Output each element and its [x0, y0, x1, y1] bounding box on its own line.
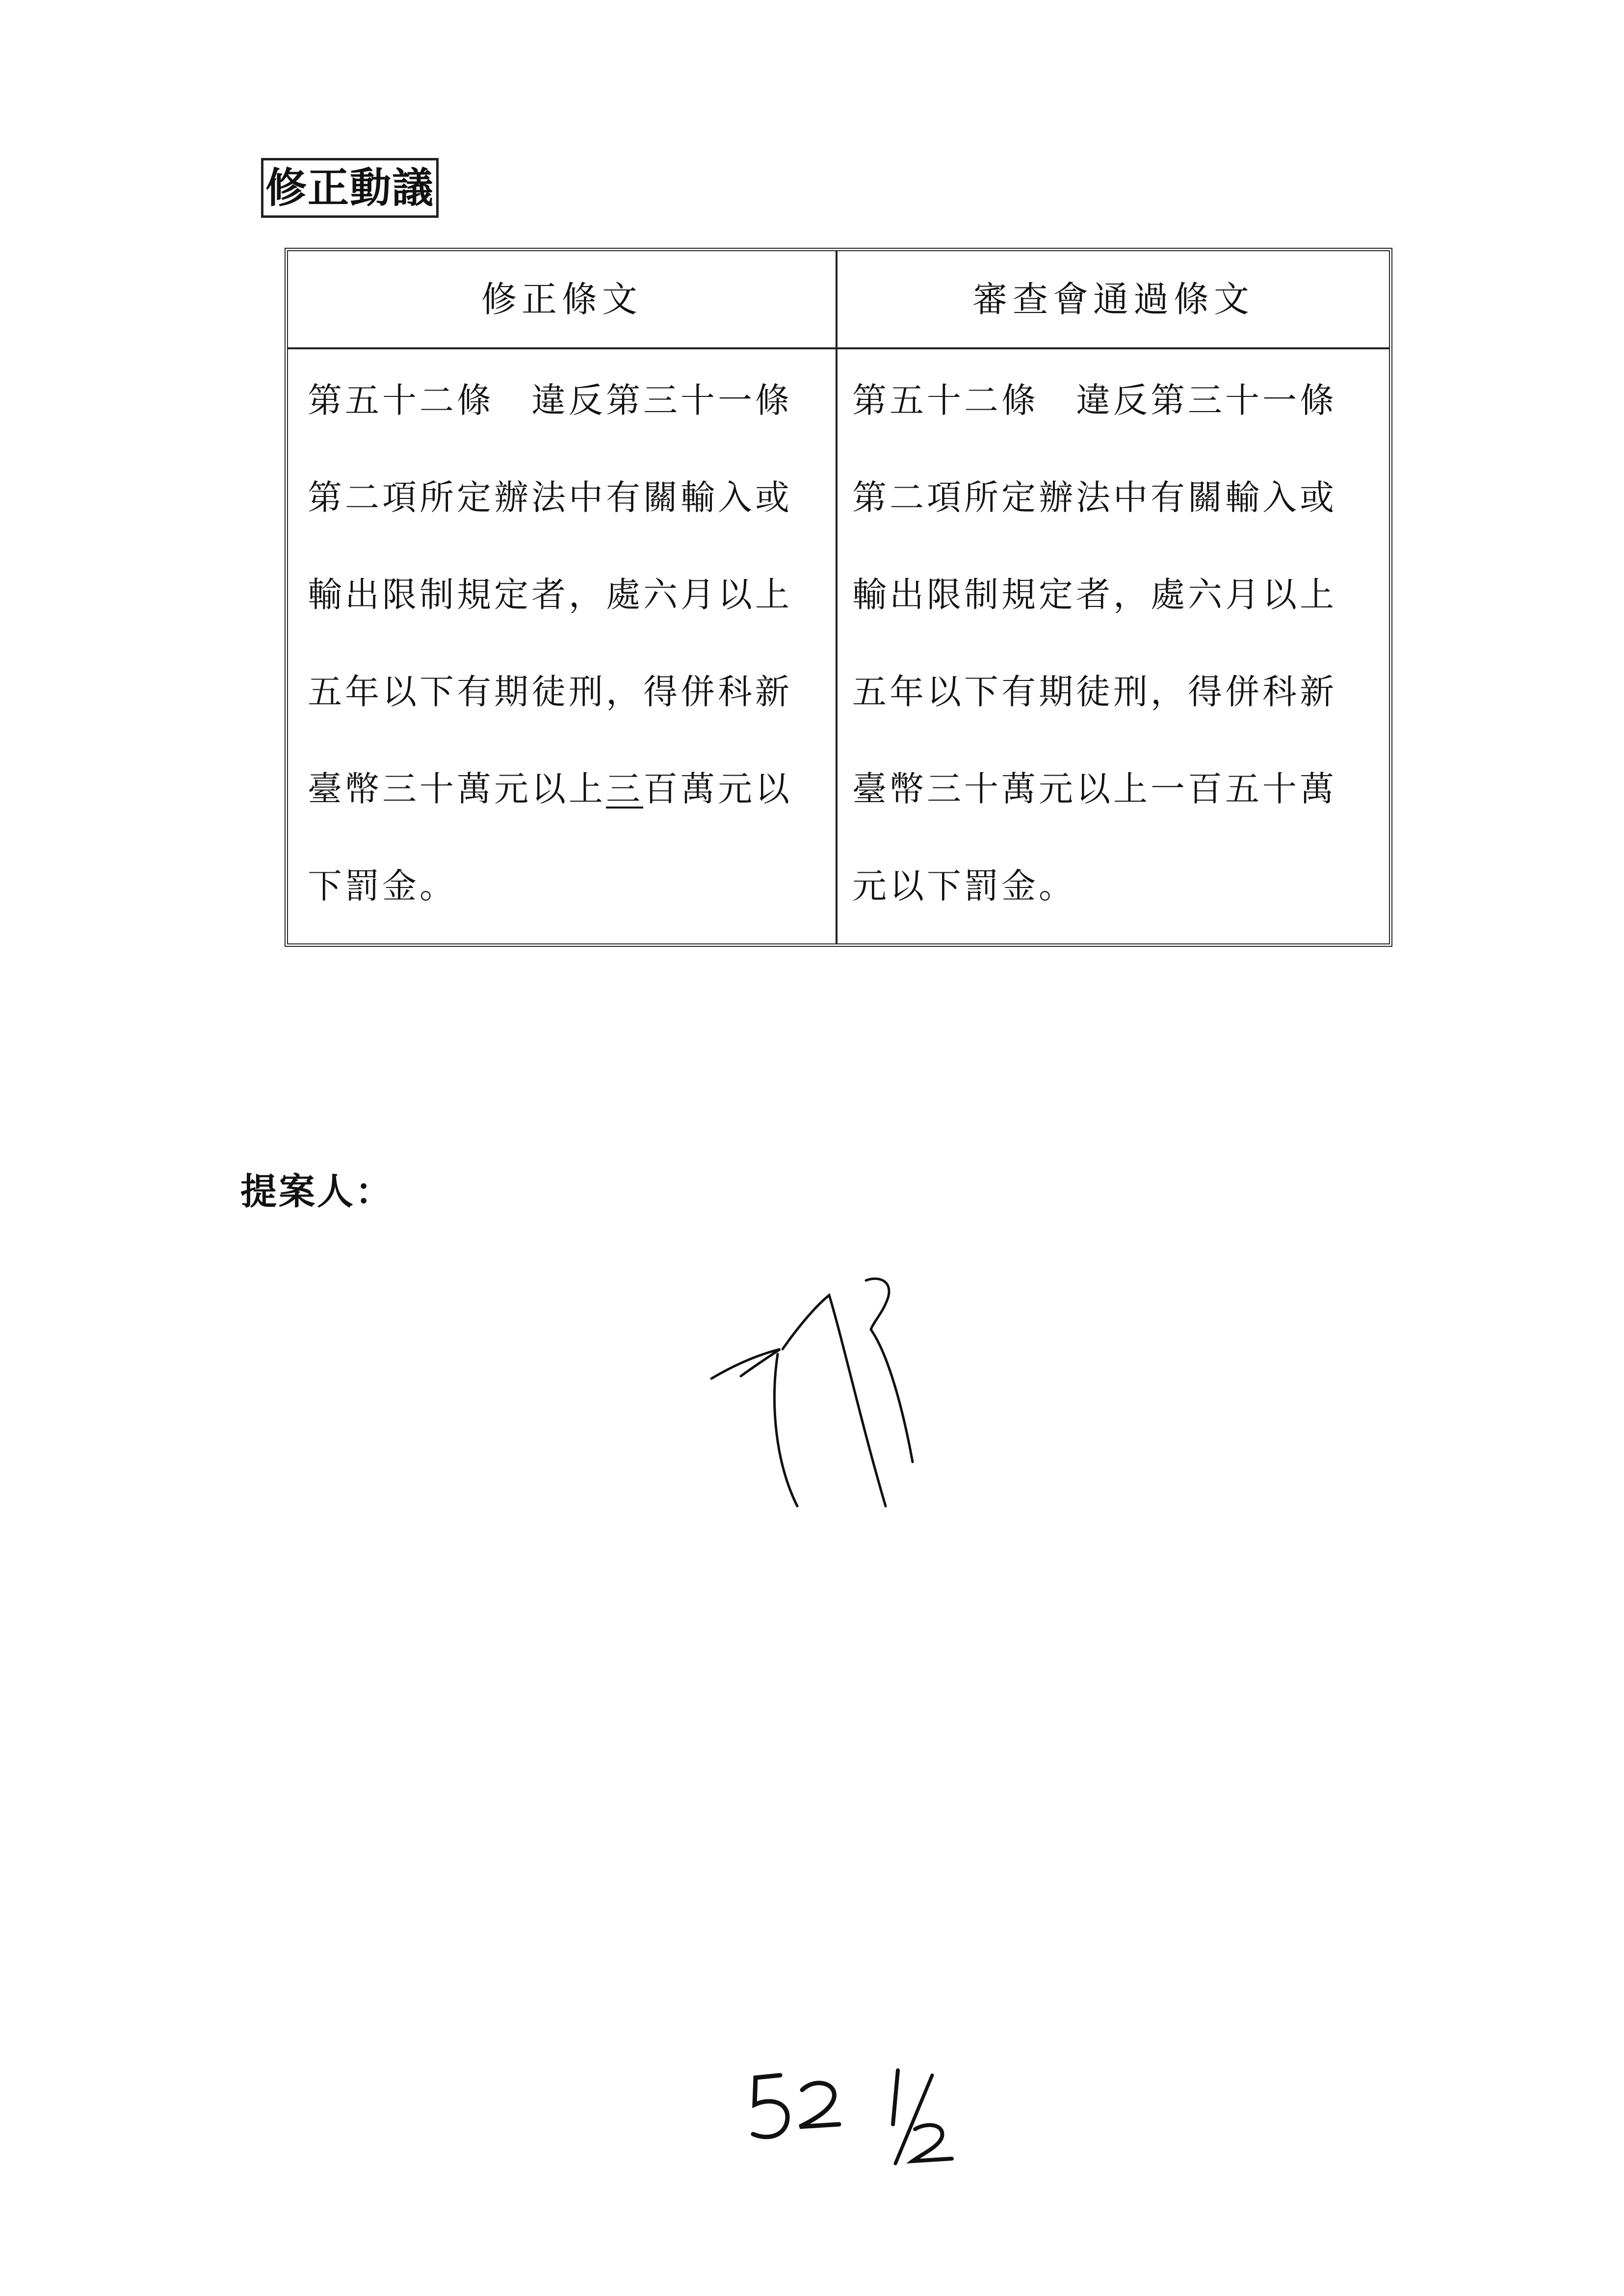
header-amended-text: 修正條文: [481, 279, 642, 320]
amended-line-1: 第五十二條 違反第三十一條: [308, 380, 792, 420]
amended-article-text: [308, 352, 828, 935]
amended-line-5: [308, 740, 828, 837]
amendment-comparison-table: [285, 248, 1392, 947]
proposer-label: 提案人：: [240, 1171, 393, 1213]
amended-line-3: 輸出限制規定者，處六月以上: [308, 574, 792, 615]
handwritten-signature: [697, 1276, 981, 1531]
column-divider: [836, 251, 838, 943]
committee-line-3: 輸出限制規定者，處六月以上: [852, 574, 1337, 615]
committee-line-4: 五年以下有期徒刑，得併科新: [852, 672, 1337, 712]
amended-line-6: 下罰金。: [308, 866, 457, 906]
amended-line-5-a: 臺幣三十萬元以上: [308, 769, 606, 809]
committee-line-1: 第五十二條 違反第三十一條: [852, 380, 1337, 420]
amended-line-4: 五年以下有期徒刑，得併科新: [308, 672, 792, 712]
committee-line-2: 第二項所定辦法中有關輸入或: [852, 477, 1337, 518]
committee-line-5: 臺幣三十萬元以上一百五十萬: [852, 769, 1337, 809]
header-committee-text: 審查會通過條文: [972, 279, 1254, 320]
committee-line-6: 元以下罰金。: [852, 866, 1076, 906]
header-rule: [288, 347, 1389, 349]
committee-article-text: [852, 352, 1377, 935]
motion-title: 修正動議: [261, 158, 439, 218]
handwritten-page-number: [746, 2056, 1001, 2168]
amended-line-2: 第二項所定辦法中有關輸入或: [308, 477, 792, 518]
amended-line-5-b: 百萬元以: [643, 769, 792, 809]
amended-underlined-figure: 三: [606, 769, 643, 809]
